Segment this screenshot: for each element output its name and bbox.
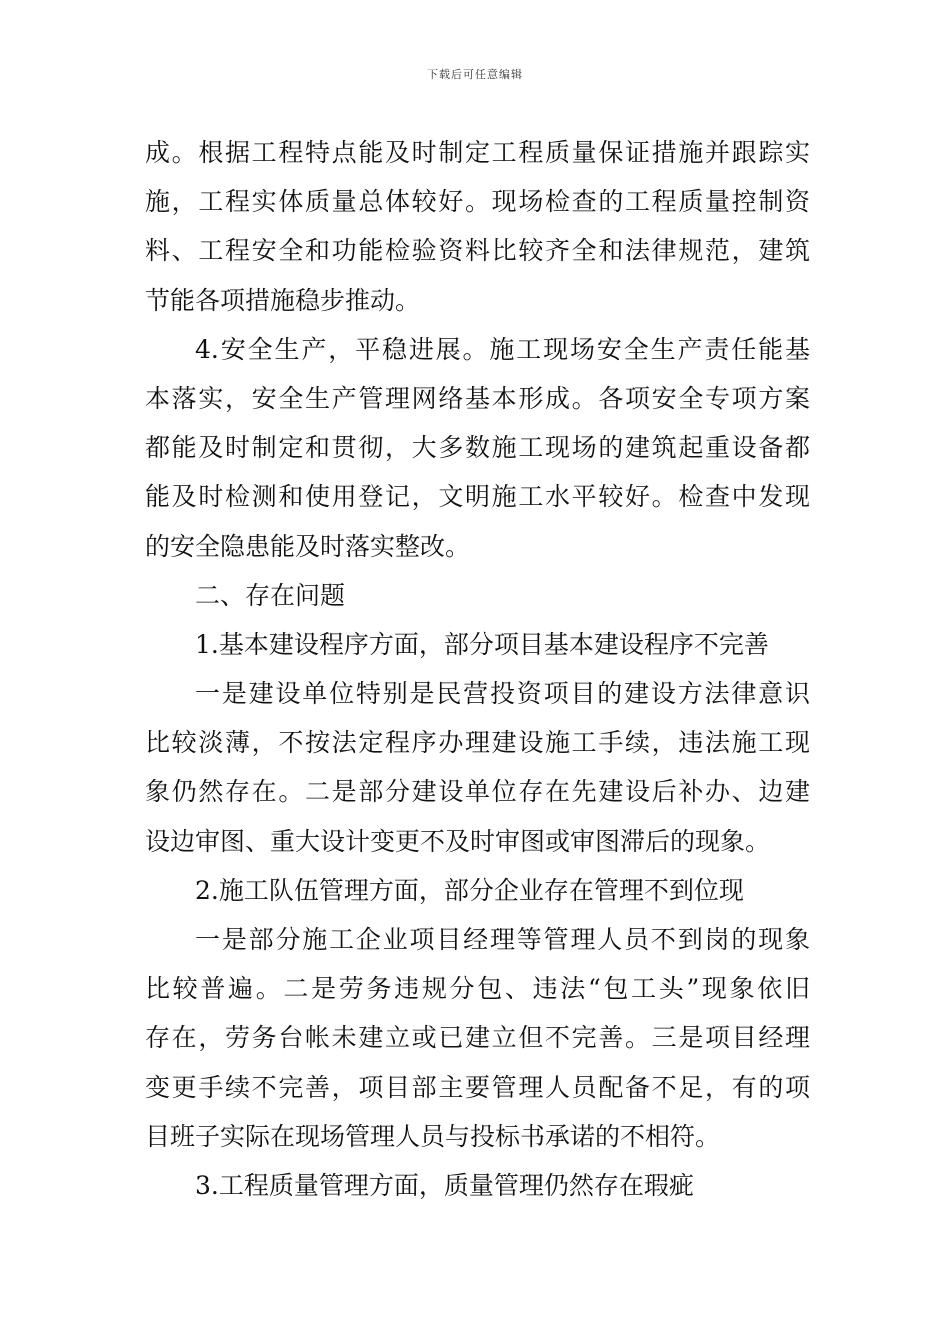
text-line: 节能各项措施稳步推动。	[145, 285, 421, 315]
text-line: 比较普遍。二是劳务违规分包、违法“包工头”现象依旧	[145, 974, 810, 1004]
paragraph-safety-production	[145, 325, 810, 571]
text-line: 能及时检测和使用登记，文明施工水平较好。检查中发现	[145, 482, 810, 512]
text-line: 施，工程实体质量总体较好。现场检查的工程质量控制资	[145, 187, 810, 217]
paragraph-continuation	[145, 128, 810, 325]
text-line: 设边审图、重大设计变更不及时审图或审图滞后的现象。	[145, 826, 771, 856]
text-line: 存在，劳务台帐未建立或已建立但不完善。三是项目经理	[145, 1023, 810, 1053]
subheading-team-management	[145, 866, 810, 915]
document-body	[145, 128, 810, 1210]
text-line: 料、工程安全和功能检验资料比较齐全和法律规范，建筑	[145, 236, 810, 266]
paragraph-team-management	[145, 915, 810, 1161]
text-line: 都能及时制定和贯彻，大多数施工现场的建筑起重设备都	[145, 433, 810, 463]
text-line: 成。根据工程特点能及时制定工程质量保证措施并跟踪实	[145, 138, 810, 167]
text-line: 4.安全生产，平稳进展。施工现场安全生产责任能基	[195, 334, 810, 364]
section-heading	[145, 571, 810, 620]
text-line: 3.工程质量管理方面，质量管理仍然存在瑕疵	[195, 1170, 694, 1200]
text-line: 一是建设单位特别是民营投资项目的建设方法律意识	[195, 679, 810, 709]
subheading-construction-procedure	[145, 620, 810, 669]
text-line: 象仍然存在。二是部分建设单位存在先建设后补办、边建	[145, 777, 810, 807]
text-line: 2.施工队伍管理方面，部分企业存在管理不到位现	[195, 875, 744, 905]
paragraph-construction-procedure	[145, 669, 810, 866]
text-line: 的安全隐患能及时落实整改。	[145, 531, 471, 561]
page-header: 下载后可任意编辑	[427, 68, 523, 81]
text-line: 变更手续不完善，项目部主要管理人员配备不足，有的项	[145, 1072, 810, 1102]
text-line: 一是部分施工企业项目经理等管理人员不到岗的现象	[195, 925, 810, 954]
text-line: 本落实，安全生产管理网络基本形成。各项安全专项方案	[145, 383, 810, 413]
text-line: 1.基本建设程序方面，部分项目基本建设程序不完善	[195, 629, 769, 659]
text-line: 比较淡薄，不按法定程序办理建设施工手续，违法施工现	[145, 728, 810, 758]
text-line: 二、存在问题	[195, 580, 346, 610]
subheading-quality-management	[145, 1161, 810, 1210]
text-line: 目班子实际在现场管理人员与投标书承诺的不相符。	[145, 1121, 721, 1151]
